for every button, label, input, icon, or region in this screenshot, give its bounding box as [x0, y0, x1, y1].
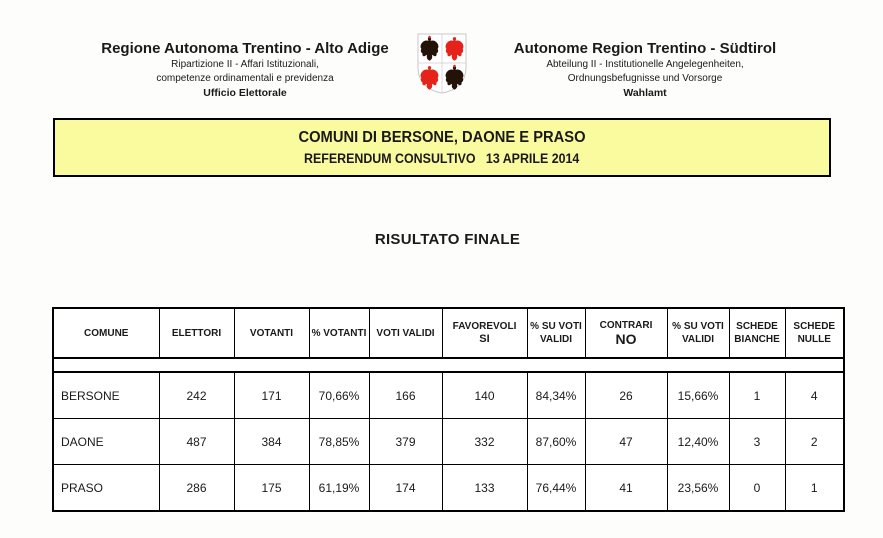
- banner-referendum-date: REFERENDUM CONSULTIVO 13 APRILE 2014: [304, 151, 580, 166]
- col-header-label: % SU VOTI: [530, 321, 582, 332]
- cell-schede-nulle: 2: [785, 419, 844, 465]
- banner-communes-title: COMUNI DI BERSONE, DAONE E PRASO: [298, 129, 586, 146]
- col-header-label: SCHEDE: [736, 321, 778, 332]
- cell-votanti: 175: [234, 465, 309, 512]
- col-header-label: FAVOREVOLI: [452, 321, 517, 332]
- cell-pct-si: 87,60%: [527, 419, 585, 465]
- referendum-banner: [53, 118, 831, 177]
- col-header-sublabel: BIANCHE: [734, 334, 780, 345]
- cell-schede-bianche: 3: [729, 419, 785, 465]
- results-table: [52, 307, 845, 512]
- col-header-votanti: [234, 308, 309, 358]
- department-line1-german: Abteilung II - Institutionelle Angelegenheiten,: [546, 59, 744, 70]
- col-header-schede-bianche: [729, 308, 785, 358]
- col-header-contrari-no: [585, 308, 667, 358]
- col-header-comune: [53, 308, 159, 358]
- office-name-german: Wahlamt: [623, 87, 667, 99]
- cell-voti-validi: 166: [369, 372, 442, 419]
- col-header-label: VOTI VALIDI: [376, 327, 435, 339]
- table-row-bersone: [53, 372, 844, 419]
- col-header-label: SCHEDE: [793, 321, 836, 332]
- col-header-label: VOTANTI: [249, 327, 294, 339]
- cell-votanti: 384: [234, 419, 309, 465]
- cell-contrari-no: 26: [585, 372, 667, 419]
- cell-pct-no: 15,66%: [667, 372, 729, 419]
- col-header-label: COMUNE: [84, 327, 129, 339]
- cell-comune: BERSONE: [53, 372, 159, 419]
- cell-pct-no: 23,56%: [667, 465, 729, 512]
- header-row: [53, 308, 844, 358]
- coat-of-arms-icon: [417, 33, 467, 94]
- cell-elettori: 286: [159, 465, 234, 512]
- cell-voti-validi: 174: [369, 465, 442, 512]
- col-header-sublabel: VALIDI: [539, 334, 573, 345]
- cell-favorevoli-si: 332: [442, 419, 527, 465]
- cell-pct-votanti: 70,66%: [309, 372, 369, 419]
- cell-pct-no: 12,40%: [667, 419, 729, 465]
- cell-pct-votanti: 78,85%: [309, 419, 369, 465]
- cell-schede-bianche: 0: [729, 465, 785, 512]
- cell-voti-validi: 379: [369, 419, 442, 465]
- office-name-italian: Ufficio Elettorale: [203, 87, 287, 99]
- cell-pct-votanti: 61,19%: [309, 465, 369, 512]
- cell-comune: PRASO: [53, 465, 159, 512]
- separator-row: [53, 358, 844, 372]
- cell-pct-si: 84,34%: [527, 372, 585, 419]
- col-header-pct-votanti: [309, 308, 369, 358]
- col-header-sublabel: SI: [479, 333, 490, 345]
- cell-schede-nulle: 1: [785, 465, 844, 512]
- col-header-elettori: [159, 308, 234, 358]
- cell-schede-nulle: 4: [785, 372, 844, 419]
- region-title-german: Autonome Region Trentino - Südtirol: [513, 40, 777, 57]
- cell-comune: DAONE: [53, 419, 159, 465]
- cell-votanti: 171: [234, 372, 309, 419]
- letterhead-right: [485, 40, 805, 100]
- col-header-label: % VOTANTI: [311, 327, 367, 339]
- section-title: RISULTATO FINALE: [374, 231, 521, 248]
- col-header-label: CONTRARI: [599, 320, 653, 331]
- col-header-sublabel: NULLE: [797, 334, 831, 345]
- cell-favorevoli-si: 133: [442, 465, 527, 512]
- region-title-italian: Regione Autonoma Trentino - Alto Adige: [101, 40, 389, 57]
- col-header-label: ELETTORI: [171, 327, 222, 339]
- col-header-sublabel: VALIDI: [681, 334, 715, 345]
- results-table-container: [52, 307, 845, 512]
- letterhead-left: [85, 40, 405, 100]
- col-header-pct-no: [667, 308, 729, 358]
- table-row-praso: [53, 465, 844, 512]
- department-line2-german: Ordnungsbefugnisse und Vorsorge: [567, 73, 723, 84]
- table-row-daone: [53, 419, 844, 465]
- cell-contrari-no: 41: [585, 465, 667, 512]
- col-header-sublabel: NO: [615, 331, 637, 347]
- cell-contrari-no: 47: [585, 419, 667, 465]
- cell-favorevoli-si: 140: [442, 372, 527, 419]
- col-header-favorevoli-si: [442, 308, 527, 358]
- cell-elettori: 242: [159, 372, 234, 419]
- col-header-schede-nulle: [785, 308, 844, 358]
- col-header-voti-validi: [369, 308, 442, 358]
- cell-elettori: 487: [159, 419, 234, 465]
- cell-schede-bianche: 1: [729, 372, 785, 419]
- col-header-pct-si: [527, 308, 585, 358]
- cell-pct-si: 76,44%: [527, 465, 585, 512]
- col-header-label: % SU VOTI: [672, 321, 724, 332]
- department-line2-italian: competenze ordinamentali e previdenza: [156, 73, 334, 84]
- department-line1-italian: Ripartizione II - Affari Istituzionali,: [171, 59, 319, 70]
